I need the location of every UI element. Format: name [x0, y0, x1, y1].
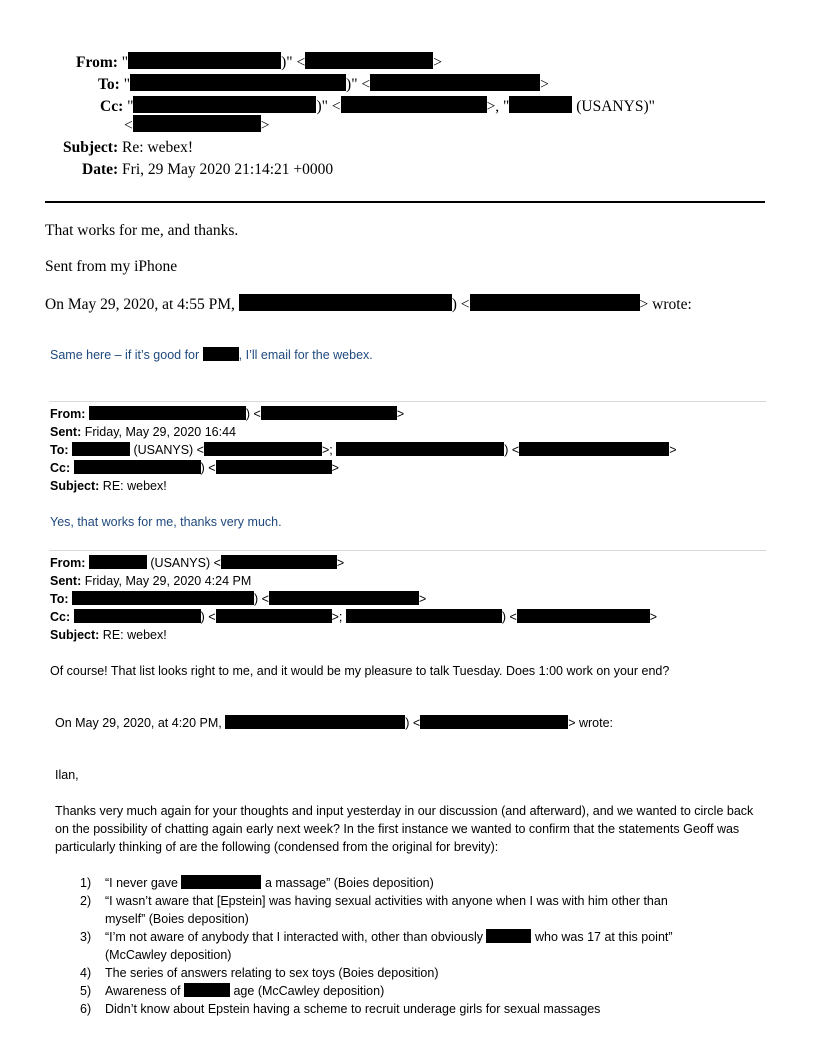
msg2-subject-row — [50, 477, 167, 495]
list-text-b: age (McCawley deposition) — [233, 984, 385, 998]
to-label: To: — [98, 76, 120, 93]
msg3-from-row: From: (USANYS) < > — [50, 556, 345, 570]
list-number: 2) — [80, 894, 92, 908]
from-label: From: — [50, 556, 86, 570]
redaction — [89, 555, 147, 569]
redaction — [72, 591, 254, 605]
subject-value: RE: webex! — [102, 628, 167, 642]
redaction — [517, 609, 650, 623]
list-text — [105, 982, 384, 1000]
redaction — [133, 115, 261, 132]
header-divider — [45, 201, 765, 203]
redaction — [341, 96, 487, 113]
quote-intro: On May 29, 2020, at 4:55 PM, ) < > wrote: — [45, 296, 692, 313]
msg2-sent-row — [50, 423, 236, 441]
redaction — [509, 96, 572, 113]
quote-intro-suffix: wrote: — [652, 296, 692, 313]
list-text-b: a massage” (Boies deposition) — [264, 876, 434, 890]
list-text: Didn’t know about Epstein having a scheme to recruit underage girls for sexual massages — [105, 1002, 601, 1016]
list-number: 3) — [80, 930, 92, 944]
list-text — [105, 874, 434, 892]
msg3-subject-row — [50, 626, 167, 644]
redaction — [184, 983, 230, 997]
redaction — [305, 52, 433, 69]
list-number: 6) — [80, 1002, 92, 1016]
header-subject-row — [63, 137, 193, 158]
redaction — [204, 442, 322, 456]
reply-text: That works for me, and thanks. — [45, 222, 239, 239]
msg3-text: Of course! That list looks right to me, and it would be my pleasure to talk Tuesday. Does 1:00 work on your end? — [50, 664, 670, 678]
redaction — [239, 294, 452, 311]
sent-label: Sent: — [50, 425, 82, 439]
redaction — [261, 406, 397, 420]
message-divider — [49, 401, 766, 402]
msg1-text-prefix: Same here – if it’s good for — [50, 348, 200, 362]
cc-label: Cc: — [50, 610, 71, 624]
quote-intro-prefix: On May 29, 2020, at 4:55 PM, — [45, 296, 235, 313]
redaction — [346, 609, 502, 623]
redaction — [74, 609, 201, 623]
msg4-paragraph: Thanks very much again for your thoughts and input yesterday in our discussion (and afterward), and we wanted to circle back on the possibility of chatting again early next week? In the first instance we wanted to confirm that the statements Geoff was particularly thinking of are the following (condensed from the original for brevity): — [55, 804, 754, 854]
sent-value: Friday, May 29, 2020 4:24 PM — [84, 574, 252, 588]
signature: Sent from my iPhone — [45, 258, 178, 275]
redaction — [370, 74, 540, 91]
redaction — [89, 406, 246, 420]
msg3-sent-row — [50, 572, 251, 590]
sent-label: Sent: — [50, 574, 82, 588]
to-label: To: — [50, 592, 69, 606]
from-label: From: — [76, 54, 118, 71]
redaction — [470, 294, 640, 311]
msg2-from-row: From: ) < > — [50, 407, 405, 421]
redaction — [74, 460, 201, 474]
redaction — [128, 52, 281, 69]
to-label: To: — [50, 443, 69, 457]
subject-label: Subject: — [50, 479, 100, 493]
list-text: The series of answers relating to sex toys (Boies deposition) — [105, 966, 439, 980]
redaction — [486, 929, 531, 943]
msg4-intro: On May 29, 2020, at 4:20 PM, ) < > wrote: — [55, 716, 614, 730]
list-number: 4) — [80, 966, 92, 980]
msg3-cc-row: Cc: ) < >; ) < > — [50, 610, 658, 624]
msg3-to-row: To: ) < > — [50, 592, 427, 606]
header-cc-row-cont: < > — [124, 117, 270, 134]
msg2-text: Yes, that works for me, thanks very much. — [50, 515, 282, 529]
redaction — [420, 715, 568, 729]
list-text-a: “I’m not aware of anybody that I interacted with, other than obviously — [105, 930, 483, 944]
redaction — [216, 460, 332, 474]
subject-label: Subject: — [63, 139, 119, 156]
msg4-intro-suffix: wrote: — [578, 716, 614, 730]
msg2-cc-row: Cc: ) < > — [50, 461, 339, 475]
header-date-row — [82, 159, 333, 180]
msg2-to-row: To: (USANYS) < >; ) < > — [50, 443, 677, 457]
redaction — [203, 347, 239, 361]
msg1-text — [50, 346, 373, 364]
redaction — [221, 555, 337, 569]
msg1-text-suffix: , I’ll email for the webex. — [238, 348, 373, 362]
redaction — [225, 715, 405, 729]
list-text: “I wasn’t aware that [Epstein] was having sexual activities with anyone when I was with him other than — [105, 894, 668, 908]
from-org: (USANYS) < — [150, 556, 221, 570]
redaction — [269, 591, 419, 605]
subject-label: Subject: — [50, 628, 100, 642]
subject-value: RE: webex! — [102, 479, 167, 493]
cc-org: (USANYS)" — [576, 98, 655, 115]
sent-value: Friday, May 29, 2020 16:44 — [84, 425, 236, 439]
redaction — [216, 609, 332, 623]
redaction — [336, 442, 504, 456]
from-label: From: — [50, 407, 86, 421]
header-cc-row: Cc: " )" < >, " (USANYS)" — [100, 98, 655, 115]
date-label: Date: — [82, 161, 119, 178]
list-text-cont: myself” (Boies deposition) — [105, 912, 249, 926]
redaction — [133, 96, 316, 113]
subject-value: Re: webex! — [121, 139, 193, 156]
redaction — [130, 74, 346, 91]
date-value: Fri, 29 May 2020 21:14:21 +0000 — [122, 161, 334, 178]
to-org: (USANYS) < — [133, 443, 204, 457]
msg4-greeting: Ilan, — [55, 768, 79, 782]
list-number: 5) — [80, 984, 92, 998]
cc-label: Cc: — [50, 461, 71, 475]
list-text-a: “I never gave — [105, 876, 178, 890]
msg4-intro-prefix: On May 29, 2020, at 4:20 PM, — [55, 716, 222, 730]
list-text-cont: (McCawley deposition) — [105, 948, 232, 962]
list-text-a: Awareness of — [105, 984, 181, 998]
redaction — [72, 442, 130, 456]
list-number: 1) — [80, 876, 92, 890]
message-divider — [49, 550, 766, 551]
list-text-b: who was 17 at this point” — [534, 930, 673, 944]
cc-label: Cc: — [100, 98, 124, 115]
header-from-row: From: " )" < > — [76, 54, 442, 71]
redaction — [181, 875, 261, 889]
redaction — [519, 442, 669, 456]
header-to-row: To: " )" < > — [98, 76, 549, 93]
list-text — [105, 928, 673, 946]
